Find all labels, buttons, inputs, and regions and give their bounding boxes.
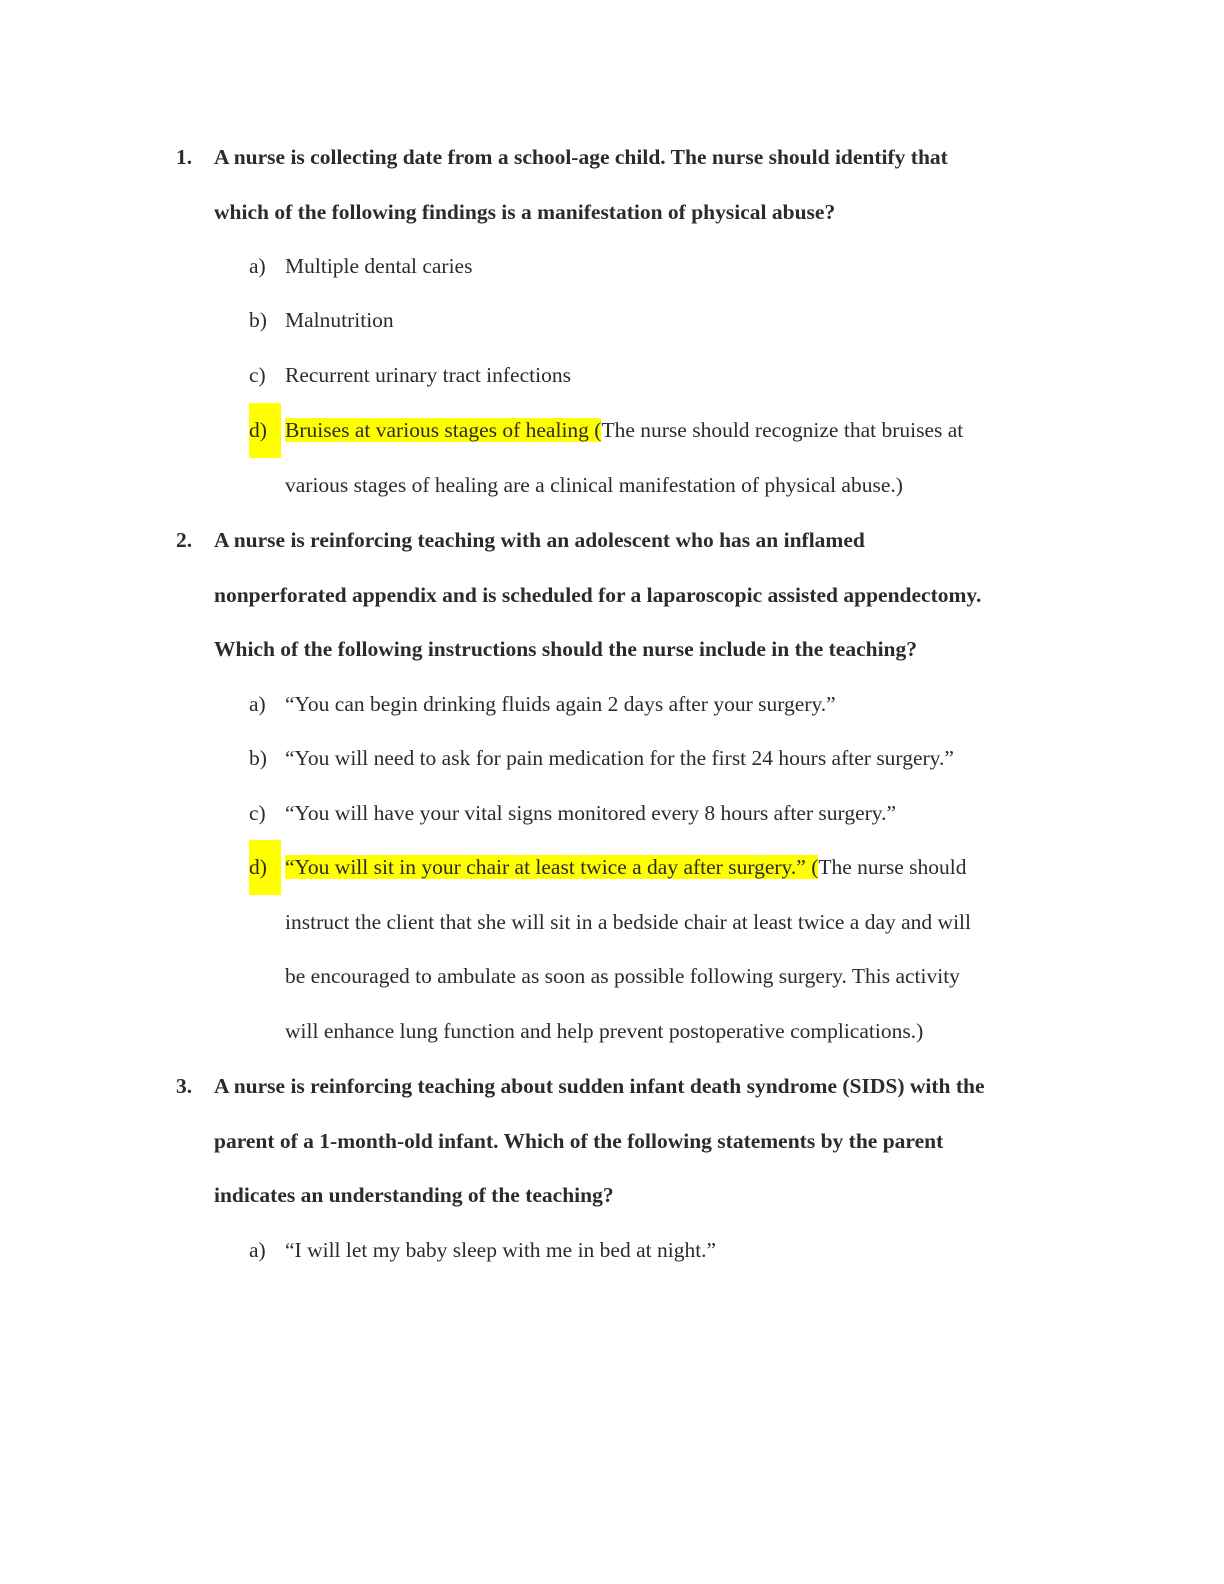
option-text: Recurrent urinary tract infections bbox=[285, 363, 571, 387]
question-line: A nurse is collecting date from a school-age child. The nurse should identify that bbox=[214, 145, 948, 169]
question-line: indicates an understanding of the teaching? bbox=[214, 1183, 614, 1207]
question-stem bbox=[214, 1059, 1094, 1223]
highlighted-answer: “You will sit in your chair at least twice a day after surgery.” ( bbox=[285, 855, 819, 879]
option-text: “You will need to ask for pain medication for the first 24 hours after surgery.” bbox=[285, 746, 954, 770]
option-letter: b) bbox=[249, 308, 267, 332]
question-line: A nurse is reinforcing teaching with an adolescent who has an inflamed bbox=[214, 528, 865, 552]
option-letter: a) bbox=[249, 692, 266, 716]
option-letter: a) bbox=[249, 254, 266, 278]
rationale-text: will enhance lung function and help prevent postoperative complications.) bbox=[285, 1018, 924, 1043]
rationale-text: instruct the client that she will sit in a bedside chair at least twice a day and will bbox=[285, 909, 972, 934]
question-number: 1. bbox=[176, 145, 193, 169]
option-letter: d) bbox=[249, 403, 281, 458]
option-text: “You can begin drinking fluids again 2 days after your surgery.” bbox=[285, 692, 836, 716]
option-letter: a) bbox=[249, 1238, 266, 1262]
question-stem bbox=[214, 130, 1094, 239]
question-line: parent of a 1-month-old infant. Which of the following statements by the parent bbox=[214, 1128, 944, 1153]
question-number: 3. bbox=[176, 1074, 193, 1098]
question-line: A nurse is reinforcing teaching about sudden infant death syndrome (SIDS) with the bbox=[214, 1074, 985, 1098]
option-letter: d) bbox=[249, 840, 281, 895]
question-stem bbox=[214, 513, 1094, 677]
option-letter: b) bbox=[249, 746, 267, 770]
option-letter: c) bbox=[249, 363, 266, 387]
option-text: “You will have your vital signs monitored every 8 hours after surgery.” bbox=[285, 801, 897, 825]
rationale-text: The nurse should bbox=[818, 855, 967, 879]
option-letter: c) bbox=[249, 801, 266, 825]
option-text: Multiple dental caries bbox=[285, 254, 473, 278]
rationale-text: be encouraged to ambulate as soon as possible following surgery. This activity bbox=[285, 964, 960, 988]
question-line: which of the following findings is a manifestation of physical abuse? bbox=[214, 199, 836, 224]
option-text: “I will let my baby sleep with me in bed at night.” bbox=[285, 1238, 717, 1262]
question-number: 2. bbox=[176, 528, 193, 552]
question-line: Which of the following instructions should the nurse include in the teaching? bbox=[214, 637, 918, 661]
highlighted-answer: Bruises at various stages of healing ( bbox=[285, 418, 602, 442]
rationale-text: various stages of healing are a clinical manifestation of physical abuse.) bbox=[285, 472, 903, 497]
rationale-text: The nurse should recognize that bruises at bbox=[601, 418, 964, 442]
option-text: Malnutrition bbox=[285, 308, 394, 332]
question-line: nonperforated appendix and is scheduled for a laparoscopic assisted appendectomy. bbox=[214, 582, 982, 607]
